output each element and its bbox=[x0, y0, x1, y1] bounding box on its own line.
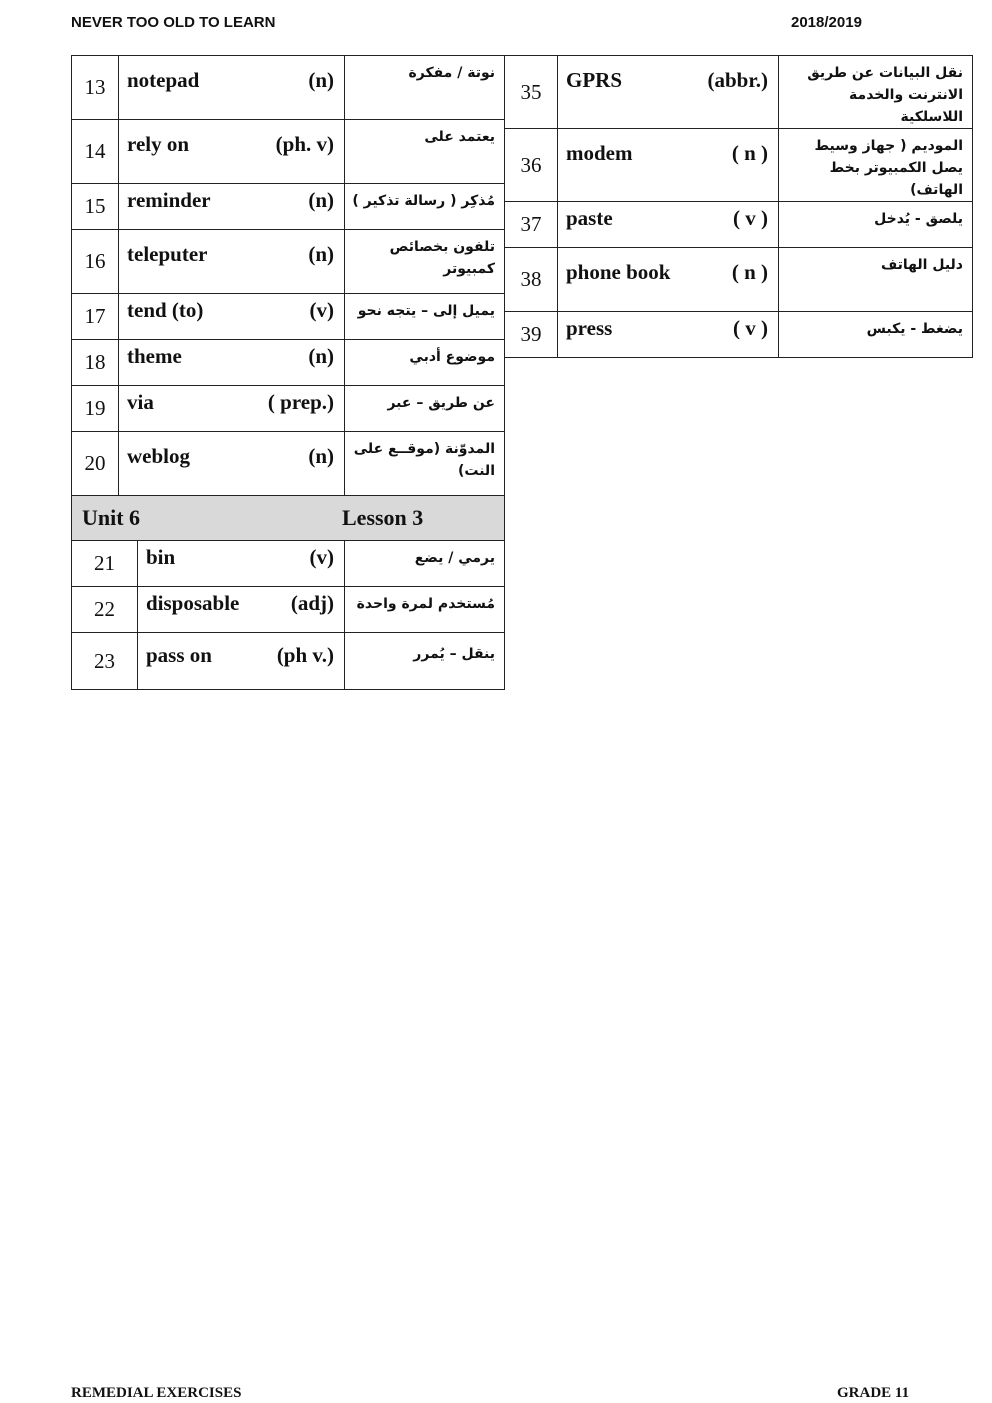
row-number: 36 bbox=[505, 129, 558, 202]
term: press bbox=[566, 316, 613, 340]
arabic-meaning: الموديم ( جهاز وسيط يصل الكمبيوتر بخط الهاتف) bbox=[779, 129, 973, 202]
table-row bbox=[72, 340, 505, 386]
row-number: 15 bbox=[72, 184, 119, 230]
table-row bbox=[72, 56, 505, 120]
part-of-speech: ( n ) bbox=[731, 141, 768, 165]
row-number: 39 bbox=[505, 312, 558, 358]
term: rely on bbox=[127, 132, 190, 156]
arabic-meaning: نوتة / مفكرة bbox=[345, 56, 505, 120]
row-number: 13 bbox=[72, 56, 119, 120]
table-row bbox=[72, 541, 505, 587]
arabic-meaning: موضوع أدبي bbox=[345, 340, 505, 386]
table-row bbox=[72, 587, 505, 633]
table-row bbox=[72, 633, 505, 690]
term: bin bbox=[146, 545, 176, 569]
table-row bbox=[505, 248, 973, 312]
part-of-speech: (n) bbox=[308, 188, 334, 212]
part-of-speech: (n) bbox=[308, 242, 334, 266]
arabic-meaning: يرمي / يضع bbox=[345, 541, 505, 587]
header-title: NEVER TOO OLD TO LEARN bbox=[71, 14, 276, 31]
part-of-speech: (abbr.) bbox=[707, 68, 768, 92]
footer-grade: GRADE 11 bbox=[837, 1385, 910, 1401]
part-of-speech: (ph. v) bbox=[275, 132, 334, 156]
row-number: 14 bbox=[72, 120, 119, 184]
row-number: 21 bbox=[72, 541, 138, 587]
term: reminder bbox=[127, 188, 211, 212]
part-of-speech: (ph v.) bbox=[276, 643, 334, 667]
arabic-meaning: المدوّنة (موقــع على النت) bbox=[345, 432, 505, 496]
part-of-speech: ( n ) bbox=[731, 260, 768, 284]
unit-header-row bbox=[72, 496, 505, 541]
vocab-table-unit6 bbox=[71, 540, 505, 690]
term: disposable bbox=[146, 591, 240, 615]
arabic-meaning: مُذكِر ( رسالة تذكير ) bbox=[345, 184, 505, 230]
table-row bbox=[72, 184, 505, 230]
term: paste bbox=[566, 206, 613, 230]
term: phone book bbox=[566, 260, 671, 284]
term: notepad bbox=[127, 68, 200, 92]
row-number: 22 bbox=[72, 587, 138, 633]
term: modem bbox=[566, 141, 633, 165]
row-number: 23 bbox=[72, 633, 138, 690]
row-number: 37 bbox=[505, 202, 558, 248]
term: pass on bbox=[146, 643, 212, 667]
term: GPRS bbox=[566, 68, 623, 92]
part-of-speech: (v) bbox=[309, 298, 334, 322]
table-row bbox=[505, 129, 973, 202]
term: theme bbox=[127, 344, 182, 368]
table-row bbox=[72, 386, 505, 432]
term: tend (to) bbox=[127, 298, 204, 322]
row-number: 38 bbox=[505, 248, 558, 312]
table-row bbox=[72, 294, 505, 340]
row-number: 19 bbox=[72, 386, 119, 432]
table-row bbox=[72, 230, 505, 294]
part-of-speech: (n) bbox=[308, 68, 334, 92]
term: weblog bbox=[127, 444, 190, 468]
row-number: 20 bbox=[72, 432, 119, 496]
table-row bbox=[505, 312, 973, 358]
part-of-speech: (n) bbox=[308, 344, 334, 368]
arabic-meaning: نقل البيانات عن طريق الانترنت والخدمة اللاسلكية bbox=[779, 56, 973, 129]
part-of-speech: (adj) bbox=[290, 591, 334, 615]
part-of-speech: (v) bbox=[309, 545, 334, 569]
table-row bbox=[72, 432, 505, 496]
arabic-meaning: دليل الهاتف bbox=[779, 248, 973, 312]
arabic-meaning: يميل إلى – يتجه نحو bbox=[345, 294, 505, 340]
unit-label: Unit 6 bbox=[82, 505, 141, 530]
arabic-meaning: تلفون بخصائص كمبيوتر bbox=[345, 230, 505, 294]
row-number: 35 bbox=[505, 56, 558, 129]
vocab-table-right bbox=[504, 55, 973, 358]
term: teleputer bbox=[127, 242, 208, 266]
table-row bbox=[505, 202, 973, 248]
row-number: 17 bbox=[72, 294, 119, 340]
table-row bbox=[505, 56, 973, 129]
arabic-meaning: مُستخدم لمرة واحدة bbox=[345, 587, 505, 633]
header-year: 2018/2019 bbox=[791, 14, 862, 31]
row-number: 18 bbox=[72, 340, 119, 386]
arabic-meaning: عن طريق – عبر bbox=[345, 386, 505, 432]
vocab-table-left bbox=[71, 55, 505, 541]
part-of-speech: (n) bbox=[308, 444, 334, 468]
arabic-meaning: ينقل – يُمرر bbox=[345, 633, 505, 690]
term: via bbox=[127, 390, 154, 414]
row-number: 16 bbox=[72, 230, 119, 294]
table-row bbox=[72, 120, 505, 184]
part-of-speech: ( v ) bbox=[733, 316, 768, 340]
lesson-label: Lesson 3 bbox=[342, 505, 424, 530]
part-of-speech: ( v ) bbox=[733, 206, 768, 230]
arabic-meaning: يلصق - يُدخل bbox=[779, 202, 973, 248]
arabic-meaning: يعتمد على bbox=[345, 120, 505, 184]
part-of-speech: ( prep.) bbox=[267, 390, 334, 414]
footer-title: REMEDIAL EXERCISES bbox=[71, 1385, 242, 1401]
arabic-meaning: يضغط - يكبس bbox=[779, 312, 973, 358]
